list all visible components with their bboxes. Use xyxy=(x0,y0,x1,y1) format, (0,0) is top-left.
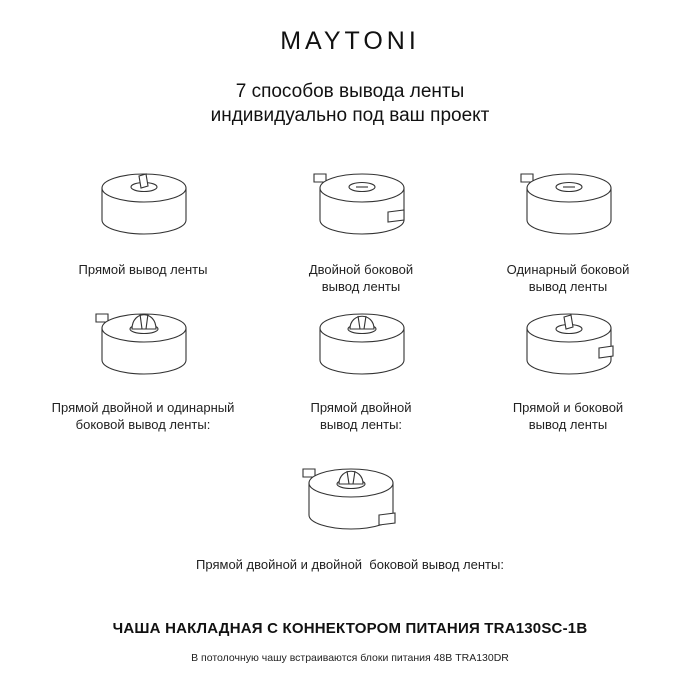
headline-line-1: 7 способов вывода ленты xyxy=(235,81,465,102)
cup-direct-double-single-side-output-icon xyxy=(88,300,198,385)
variant-card-3 xyxy=(452,160,684,295)
variant-2-caption-line-1: Двойной боковой xyxy=(308,262,414,277)
variant-5-caption-line-1: Прямой двойной xyxy=(310,400,412,415)
variant-1-caption-line-1: Прямой вывод ленты xyxy=(78,262,208,277)
product-title: ЧАША НАКЛАДНАЯ С КОННЕКТОРОМ ПИТАНИЯ TRA130SC-1B xyxy=(112,620,588,637)
variant-card-1 xyxy=(27,160,259,278)
cup-direct-double-output-icon xyxy=(306,300,416,385)
product-note: В потолочную чашу встраиваются блоки питания 48В TRA130DR xyxy=(191,652,509,664)
variant-4-caption-line-1: Прямой двойной и одинарный xyxy=(51,400,235,415)
variant-card-7 xyxy=(134,455,566,573)
headline-line-2: индивидуально под ваш проект xyxy=(210,105,490,126)
cup-single-side-output-icon xyxy=(513,160,623,245)
variant-6-caption-line-1: Прямой и боковой xyxy=(512,400,624,415)
variant-4-caption-line-2: боковой вывод ленты: xyxy=(75,417,211,432)
variant-7-caption-line-1: Прямой двойной и двойной боковой вывод ленты: xyxy=(196,557,504,572)
variant-5-caption-line-2: вывод ленты: xyxy=(319,417,403,432)
cup-direct-output-icon xyxy=(88,160,198,245)
variant-3-caption-line-1: Одинарный боковой xyxy=(506,262,630,277)
variant-card-2 xyxy=(245,160,477,295)
variant-card-5 xyxy=(245,300,477,433)
variant-card-6 xyxy=(452,300,684,433)
variant-card-4 xyxy=(27,300,259,433)
variant-2-caption-line-2: вывод ленты xyxy=(321,279,401,294)
headline xyxy=(0,80,700,128)
cup-direct-double-and-double-side-output-icon xyxy=(295,455,405,540)
brand-logo: MAYTONI xyxy=(280,27,420,55)
variant-3-caption-line-2: вывод ленты xyxy=(528,279,608,294)
variant-6-caption-line-2: вывод ленты xyxy=(528,417,608,432)
cup-double-side-output-icon xyxy=(306,160,416,245)
cup-direct-and-side-output-icon xyxy=(513,300,623,385)
